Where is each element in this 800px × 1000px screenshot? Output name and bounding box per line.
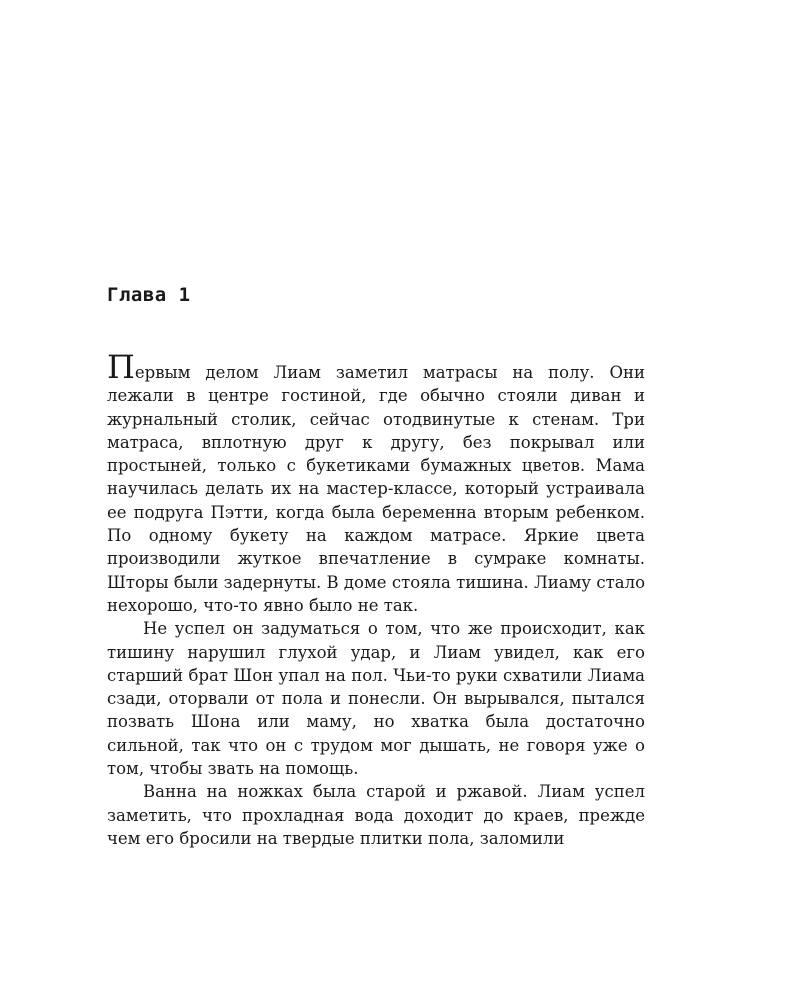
paragraph-1 [107, 348, 645, 617]
book-page [107, 0, 645, 1000]
drop-cap-letter: П [107, 348, 135, 386]
paragraph-2: Не успел он задуматься о том, что же происходит, как тишину нарушил глухой удар, и Лиам увидел, как его старший брат Шон упал на пол. Чьи-то руки схватили Лиама сзади, оторвали от пола и понесли. Он вырывался, пытался позвать Шона или маму, но хватка была достаточно сильной, так что он с трудом мог дышать, не говоря уже о том, чтобы звать на помощь. [107, 619, 645, 779]
chapter-body [107, 348, 645, 850]
paragraph-1-text: ервым делом Лиам заметил матрасы на полу. Они лежали в центре гостиной, где обычно стояли диван и журнальный столик, сейчас отодвинутые к стенам. Три матраса, вплотную друг к другу, без покрывал или простыней, только с букетиками бумажных цветов. Мама научилась делать их на мастер-классе, который устраивала ее подруга Пэтти, когда была беременна вторым ребенком. По одному букету на каждом матрасе. Яркие цвета производили жуткое впечатление в сумраке комнаты. Шторы были задернуты. В доме стояла тишина. Лиаму стало нехорошо, что-то явно было не так. [107, 363, 645, 615]
chapter-title: Глава 1 [107, 284, 191, 306]
paragraph-3: Ванна на ножках была старой и ржавой. Лиам успел заметить, что прохладная вода доходит до краев, прежде чем его бросили на твердые плитки пола, заломили [107, 782, 645, 848]
